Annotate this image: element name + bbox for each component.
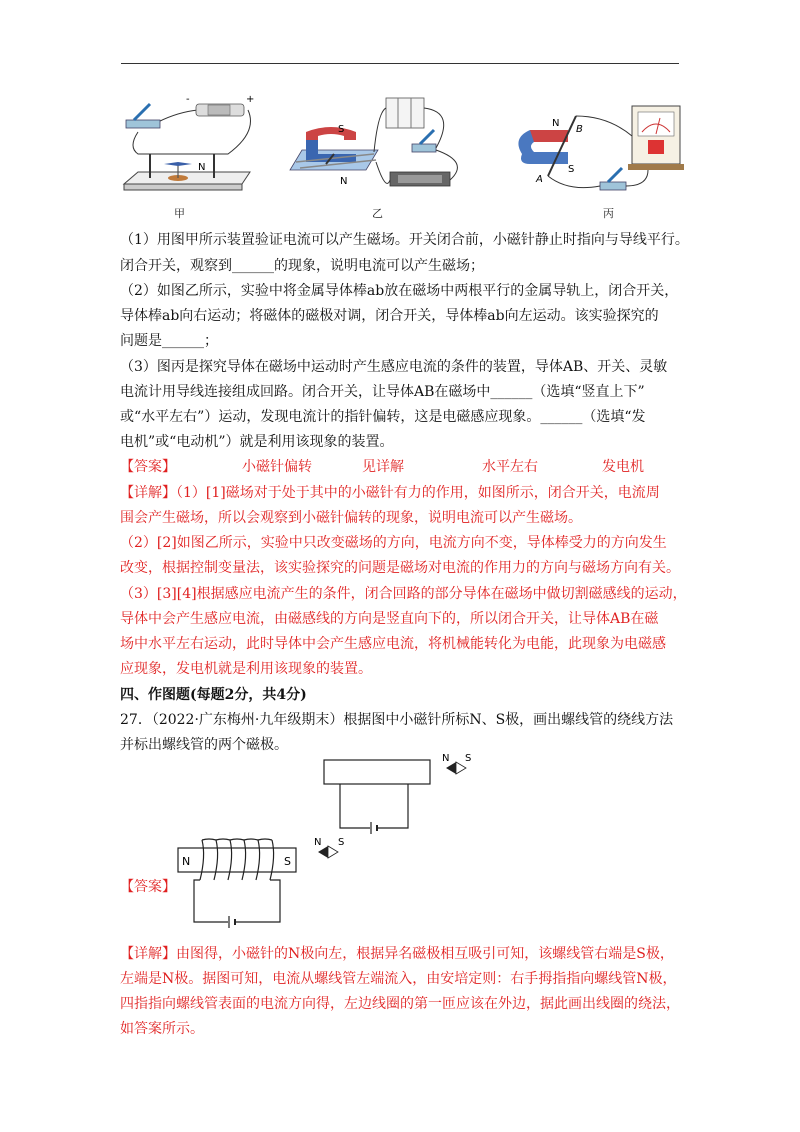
q26-detail-4: 改变，根据控制变量法，该实验探究的问题是磁场对电流的作用力的方向与磁场方向有关。	[120, 560, 680, 576]
q26-line-6: （3）图丙是探究导体在磁场中运动时产生感应电流的条件的装置，导体AB、开关、灵敏	[120, 359, 668, 375]
q27-answer-label: 【答案】	[120, 879, 176, 895]
battery-plus-label: +	[246, 94, 255, 105]
q26-answer-1: 小磁针偏转	[242, 459, 312, 475]
figure-bing-induction-setup	[508, 96, 688, 208]
coil-n-label: N	[182, 855, 191, 868]
caption-bing: 丙	[603, 207, 614, 220]
solenoid-outline	[324, 760, 430, 784]
bing-a-label: A	[536, 174, 543, 185]
q27-detail-2: 左端是N极。据图可知，电流从螺线管左端流入，由安培定则：右手拇指指向螺线管N极，	[120, 971, 677, 987]
q26-detail-2: 围会产生磁场，所以会观察到小磁针偏转的现象，说明电流可以产生磁场。	[120, 510, 582, 526]
q27-answer-figure	[176, 836, 366, 936]
q26-detail-8: 应现象，发电机就是利用该现象的装置。	[120, 661, 372, 677]
needle-n-label-q: N	[442, 753, 450, 764]
q26-detail-5: （3）[3][4]根据感应电流产生的条件，闭合回路的部分导体在磁场中做切割磁感线的运动，	[120, 586, 687, 602]
q27-line-2: 并标出螺线管的两个磁极。	[120, 737, 288, 753]
bing-n-label: N	[552, 118, 560, 129]
q26-line-3: （2）如图乙所示，实验中将金属导体棒ab放在磁场中两根平行的金属导轨上，闭合开关，	[120, 283, 679, 299]
q26-answer-2: 见详解	[362, 459, 404, 475]
q26-detail-7: 场中水平左右运动，此时导体中会产生感应电流，将机械能转化为电能，此现象为电磁感	[120, 636, 666, 652]
answer-needle-s-label: S	[338, 837, 345, 848]
bing-s-label: S	[568, 164, 575, 175]
figure-jia-oersted-setup	[118, 92, 258, 204]
q26-line-5: 问题是______；	[120, 333, 218, 349]
header-rule	[121, 63, 679, 64]
q27-question-figure	[322, 752, 482, 836]
q26-line-4: 导体棒ab向右运动；将磁体的磁极对调，闭合开关，导体棒ab向左运动。该实验探究的	[120, 308, 659, 324]
caption-yi: 乙	[372, 207, 383, 220]
q26-answer-4: 发电机	[602, 459, 644, 475]
q26-answer-label: 【答案】	[120, 459, 176, 475]
figure-yi-motor-rail-setup	[286, 92, 474, 204]
q26-line-1: （1）用图甲所示装置验证电流可以产生磁场。开关闭合前，小磁针静止时指向与导线平行。	[120, 232, 689, 248]
battery-minus-label: -	[186, 94, 190, 105]
q27-detail-3: 四指指向螺线管表面的电流方向得，左边线圈的第一匝应该在外边，据此画出线圈的绕法，	[120, 996, 680, 1012]
needle-n-label: N	[198, 162, 206, 173]
q26-line-7: 电流计用导线连接组成回路。闭合开关，让导体AB在磁场中______（选填“竖直上下”	[120, 384, 645, 400]
q26-line-8: 或“水平左右”）运动，发现电流计的指针偏转，这是电磁感应现象。______（选填“发	[120, 409, 646, 425]
q26-detail-6: 导体中会产生感应电流，由磁感线的方向是竖直向下的，所以闭合开关，让导体AB在磁	[120, 611, 659, 627]
q26-detail-1: 【详解】（1）[1]磁场对于处于其中的小磁针有力的作用，如图所示，闭合开关，电流周	[120, 485, 660, 501]
caption-jia: 甲	[174, 207, 185, 220]
magnet-n-label: N	[340, 176, 348, 187]
solenoid-answer-outline	[178, 848, 296, 872]
q27-detail-4: 如答案所示。	[120, 1021, 204, 1037]
q26-line-9: 电机”或“电动机”）就是利用该现象的装置。	[120, 434, 394, 450]
q26-detail-3: （2）[2]如图乙所示，实验中只改变磁场的方向，电流方向不变，导体棒受力的方向发生	[120, 535, 667, 551]
answer-needle-s-half	[328, 846, 338, 858]
q27-line-1: 27．（2022·广东梅州·九年级期末）根据图中小磁针所标N、S极，画出螺线管的绕线方法	[120, 712, 674, 728]
answer-needle-n-label: N	[314, 837, 322, 848]
q26-answer-3: 水平左右	[482, 459, 538, 475]
q27-detail-1: 【详解】由图得，小磁针的N极向左，根据异名磁极相互吸引可知，该螺线管右端是S极，	[120, 946, 674, 962]
bing-b-label: B	[576, 124, 583, 135]
section-4-title: 四、作图题(每题2分，共4分)	[120, 687, 307, 703]
magnet-s-label: S	[338, 124, 345, 135]
q26-line-2: 闭合开关，观察到______的现象，说明电流可以产生磁场；	[120, 258, 484, 274]
coil-s-label: S	[284, 855, 291, 868]
needle-s-label-q: S	[465, 753, 472, 764]
